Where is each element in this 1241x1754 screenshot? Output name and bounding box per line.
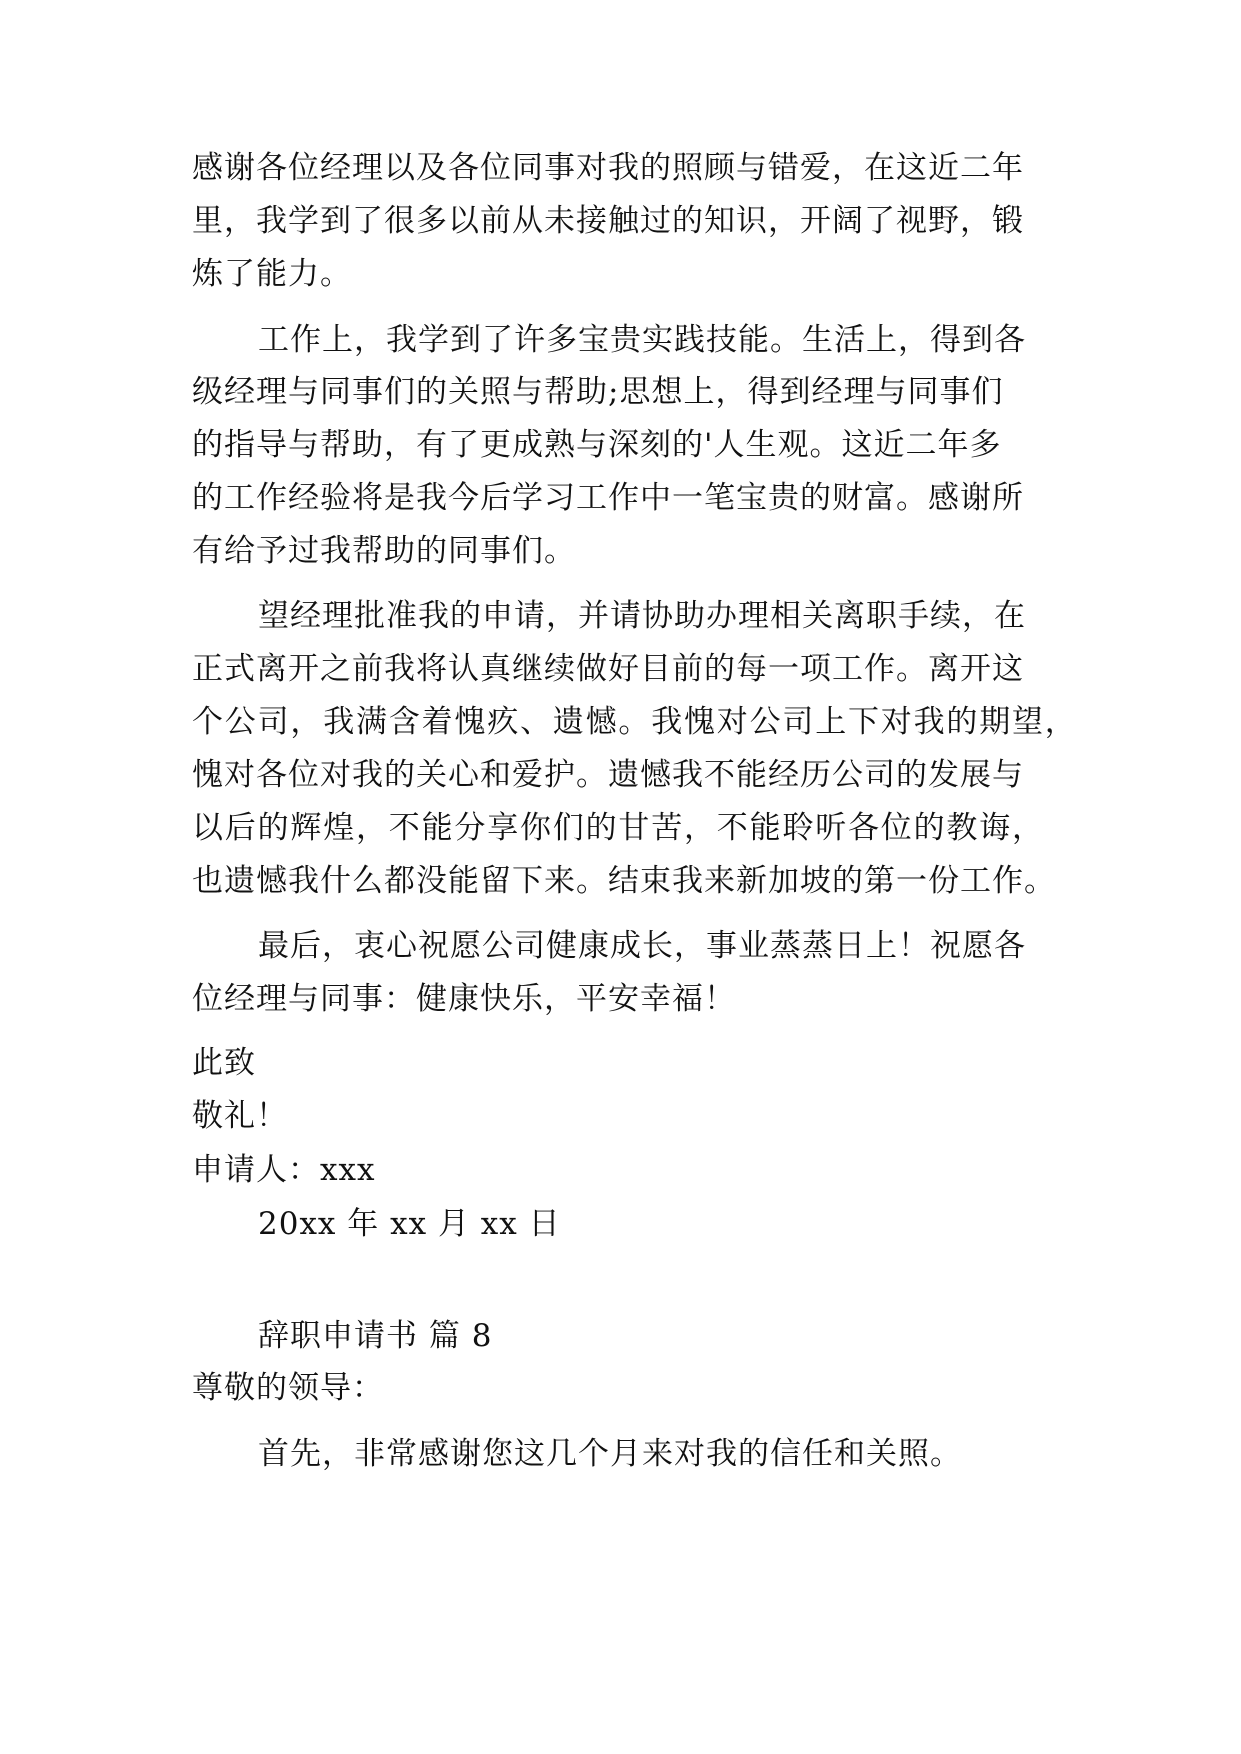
text-line: 位经理与同事：健康快乐，平安幸福！ xyxy=(192,981,736,1017)
text-line: 有给予过我帮助的同事们。 xyxy=(192,533,576,569)
text-line: 的工作经验将是我今后学习工作中一笔宝贵的财富。感谢所 xyxy=(192,480,1024,516)
text-line: 级经理与同事们的关照与帮助;思想上，得到经理与同事们 xyxy=(192,374,1004,410)
text-line: 的指导与帮助，有了更成熟与深刻的'人生观。这近二年多 xyxy=(192,427,1002,463)
text-line: 以后的辉煌，不能分享你们的甘苦，不能聆听各位的教诲， xyxy=(192,810,1045,846)
text-line: 首先，非常感谢您这几个月来对我的信任和关照。 xyxy=(258,1436,962,1472)
text-line: 炼了能力。 xyxy=(192,256,352,292)
text-line: 个公司，我满含着愧疚、遗憾。我愧对公司上下对我的期望， xyxy=(192,704,1078,740)
text-line: 感谢各位经理以及各位同事对我的照顾与错爱，在这近二年 xyxy=(192,150,1024,186)
text-line: 里，我学到了很多以前从未接触过的知识，开阔了视野，锻 xyxy=(192,203,1024,239)
section-heading: 辞职申请书 篇 8 xyxy=(258,1318,493,1354)
greeting-line: 尊敬的领导： xyxy=(192,1370,384,1406)
date-line: 20xx 年 xx 月 xx 日 xyxy=(258,1206,561,1242)
text-line: 愧对各位对我的关心和爱护。遗憾我不能经历公司的发展与 xyxy=(192,757,1024,793)
text-line: 正式离开之前我将认真继续做好目前的每一项工作。离开这 xyxy=(192,651,1024,687)
salutation-line: 敬礼！ xyxy=(192,1098,288,1134)
text-line: 最后，衷心祝愿公司健康成长，事业蒸蒸日上！祝愿各 xyxy=(258,928,1026,964)
text-line: 望经理批准我的申请，并请协助办理相关离职手续，在 xyxy=(258,598,1026,634)
text-line: 也遗憾我什么都没能留下来。结束我来新加坡的第一份工作。 xyxy=(192,863,1056,899)
text-line: 工作上，我学到了许多宝贵实践技能。生活上，得到各 xyxy=(258,322,1026,358)
closing-line: 此致 xyxy=(192,1045,256,1081)
applicant-line: 申请人：xxx xyxy=(192,1152,376,1188)
